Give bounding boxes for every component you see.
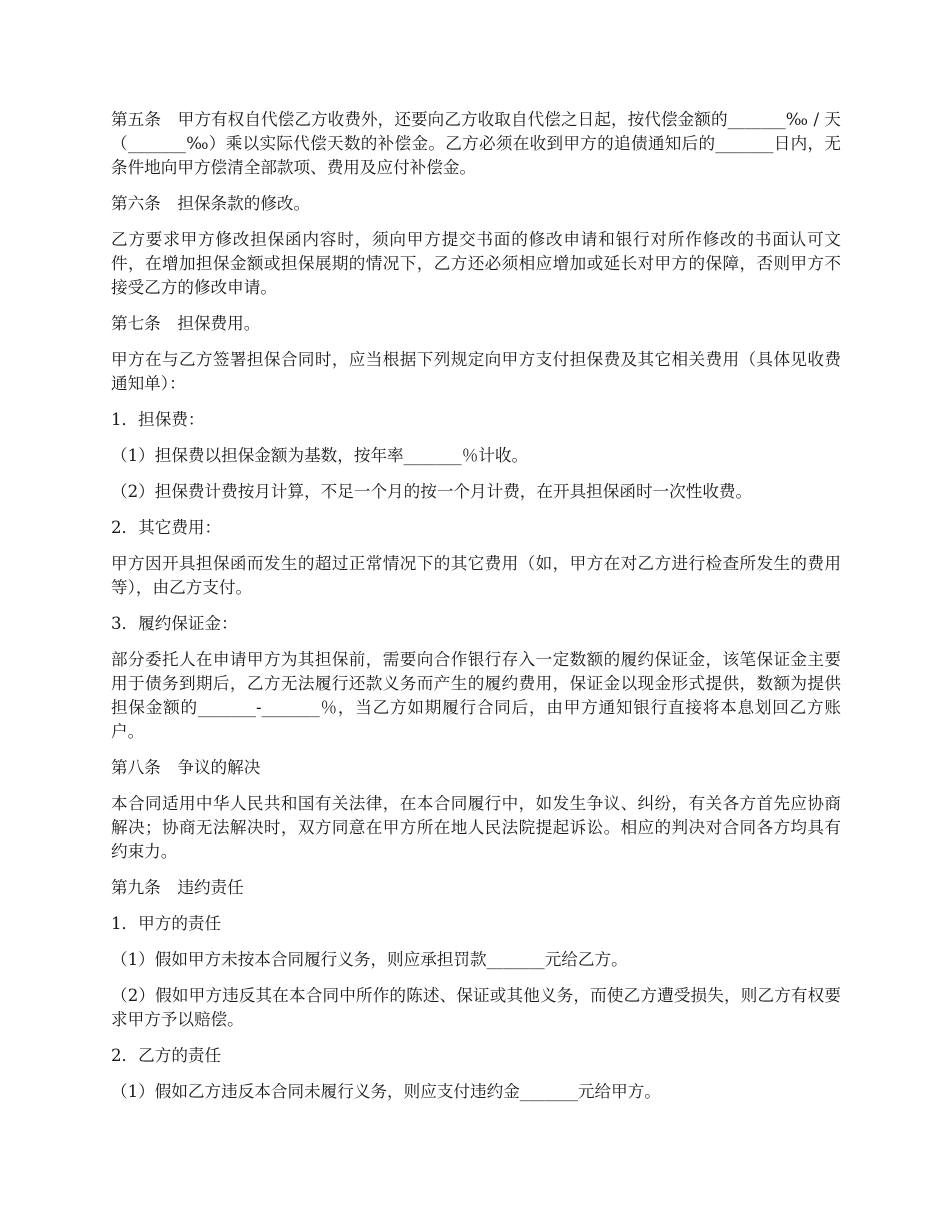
party-b-liability-heading: 2．乙方的责任 xyxy=(111,1046,222,1065)
guarantee-fee-item-1: （1）担保费以担保金额为基数，按年率_______％计收。 xyxy=(111,446,529,465)
party-b-liability-item-1: （1）假如乙方违反本合同未履行义务，则应支付违约金_______元给甲方。 xyxy=(111,1082,661,1101)
other-fees-text: 甲方因开具担保函而发生的超过正常情况下的其它费用（如，甲方在对乙方进行检查所发生的费用等），由乙方支付。 xyxy=(111,554,841,597)
article-7-intro: 甲方在与乙方签署担保合同时，应当根据下列规定向甲方支付担保费及其它相关费用（具体见收费通知单）： xyxy=(111,350,841,393)
party-a-liability-item-2: （2）假如甲方违反其在本合同中所作的陈述、保证或其他义务，而使乙方遭受损失，则乙方有权要求甲方予以赔偿。 xyxy=(111,986,841,1029)
article-9-heading: 第九条 违约责任 xyxy=(111,878,244,897)
performance-deposit-heading: 3．履约保证金： xyxy=(111,614,238,633)
other-fees-heading: 2．其它费用： xyxy=(111,518,222,537)
article-7-heading: 第七条 担保费用。 xyxy=(111,314,261,333)
article-5-text: 第五条 甲方有权自代偿乙方收费外，还要向乙方收取自代偿之日起，按代偿金额的_______‰ / 天（_______‰）乘以实际代偿天数的补偿金。乙方必须在收到甲方的追债通知后的_______日内，无条件地向甲方偿清全部款项、费用及应付补偿金。 xyxy=(111,110,841,177)
performance-deposit-text: 部分委托人在申请甲方为其担保前，需要向合作银行存入一定数额的履约保证金，该笔保证金主要用于债务到期后，乙方无法履行还款义务而产生的履约费用，保证金以现金形式提供，数额为提供担保金额的_______-_______％，当乙方如期履行合同后，由甲方通知银行直接将本息划回乙方账户。 xyxy=(111,650,841,741)
document-page xyxy=(111,108,841,1116)
party-a-liability-heading: 1．甲方的责任 xyxy=(111,914,222,933)
article-6-text: 乙方要求甲方修改担保函内容时，须向甲方提交书面的修改申请和银行对所作修改的书面认可文件，在增加担保金额或担保展期的情况下，乙方还必须相应增加或延长对甲方的保障，否则甲方不接受乙方的修改申请。 xyxy=(111,230,841,297)
guarantee-fee-heading: 1．担保费： xyxy=(111,410,205,429)
article-8-text: 本合同适用中华人民共和国有关法律，在本合同履行中，如发生争议、纠纷，有关各方首先应协商解决；协商无法解决时，双方同意在甲方所在地人民法院提起诉讼。相应的判决对合同各方均具有约束力。 xyxy=(111,794,841,861)
party-a-liability-item-1: （1）假如甲方未按本合同履行义务，则应承担罚款_______元给乙方。 xyxy=(111,950,628,969)
article-8-heading: 第八条 争议的解决 xyxy=(111,758,261,777)
guarantee-fee-item-2: （2）担保费计费按月计算，不足一个月的按一个月计费，在开具担保函时一次性收费。 xyxy=(111,482,753,501)
article-6-heading: 第六条 担保条款的修改。 xyxy=(111,194,311,213)
